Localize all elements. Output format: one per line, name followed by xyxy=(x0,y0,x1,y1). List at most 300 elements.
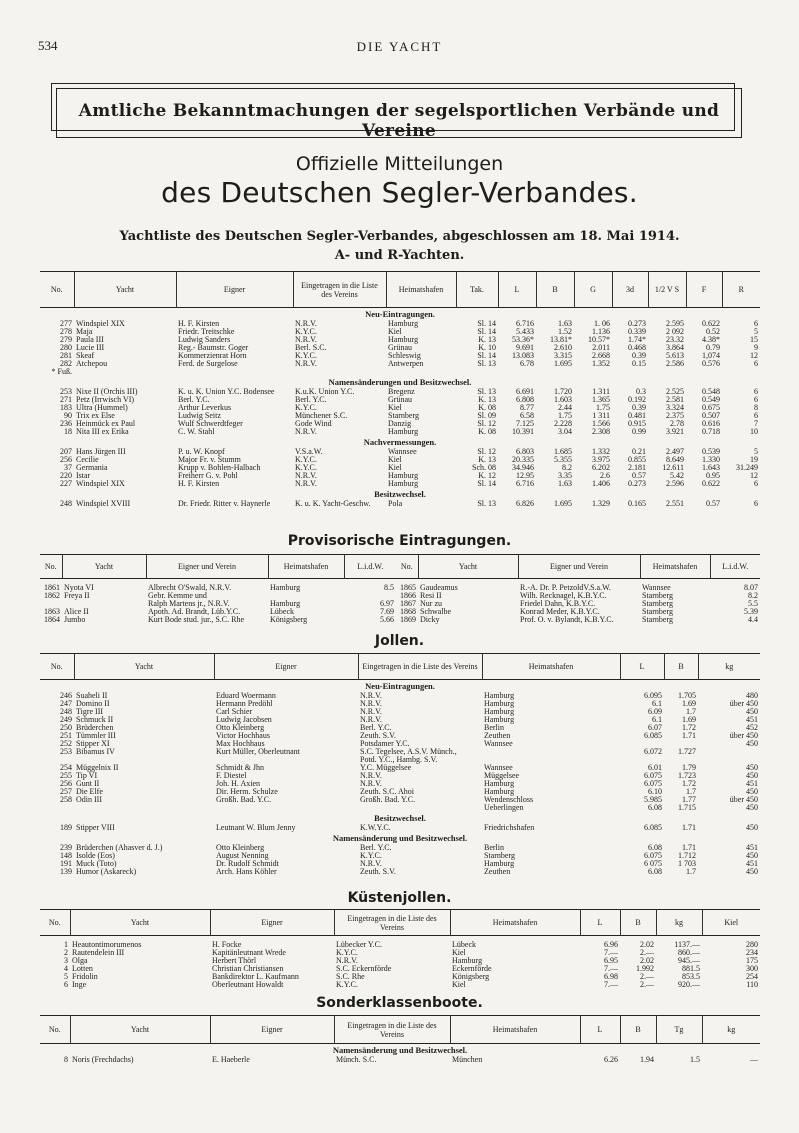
table-cell: 450 xyxy=(746,824,758,832)
table-cell: * Fuß. xyxy=(51,368,72,376)
table-cell: 6.26 xyxy=(604,1056,618,1064)
banner-box xyxy=(56,88,742,141)
table-cell: 1869 xyxy=(400,616,416,624)
table-cell: Wannsee xyxy=(642,584,671,592)
column-header: Heimatshafen xyxy=(450,1016,580,1044)
table-cell: 1863 xyxy=(44,608,60,616)
table-cell: 0.915 xyxy=(628,420,646,428)
kuestenjollen-title: Küstenjollen. xyxy=(347,890,452,906)
table-cell: 12.611 xyxy=(662,464,684,472)
table-cell: Maja xyxy=(76,328,93,336)
table-cell: 6.085 xyxy=(644,732,662,740)
table-row xyxy=(40,949,760,957)
table-cell: 6.96 xyxy=(604,941,618,949)
table-cell: 8 xyxy=(64,1056,68,1064)
table-cell: 5.355 xyxy=(554,456,572,464)
table-cell: 1.79 xyxy=(682,764,696,772)
table-cell: 1.643 xyxy=(702,464,720,472)
table-cell xyxy=(482,756,620,764)
table-cell: 6.075 xyxy=(644,780,662,788)
table-cell: Krupp v. Bohlen-Halbach xyxy=(178,464,261,472)
table-cell: Großh. Bad. Y.C. xyxy=(216,796,272,804)
table-cell: Ralph Martens jr., N.R.V. xyxy=(148,600,230,608)
table-row xyxy=(40,957,760,965)
table-cell: 18 xyxy=(64,428,72,436)
table-cell: 0.481 xyxy=(628,412,646,420)
table-cell: Tümmler III xyxy=(76,732,116,740)
table-cell: 0.192 xyxy=(628,396,646,404)
table-cell: 450 xyxy=(746,868,758,876)
table-row xyxy=(396,600,760,608)
table-cell xyxy=(698,748,760,756)
table-cell: 1862 xyxy=(44,592,60,600)
table-cell: Windspiel XIX xyxy=(76,320,125,328)
table-cell: 3.04 xyxy=(558,428,572,436)
table-cell: Starnberg xyxy=(388,412,419,420)
table-cell: 7.— xyxy=(604,949,618,957)
table-cell: 2.78 xyxy=(670,420,684,428)
table-cell: Berl. Y.C. xyxy=(360,844,392,852)
section-heading-row xyxy=(40,376,760,388)
table-cell: S.C. Tegelsee, A.S.V. Münch., xyxy=(360,748,457,756)
running-title: DIE YACHT xyxy=(356,39,443,54)
table-cell: 2.586 xyxy=(666,360,684,368)
table-cell: N.R.V. xyxy=(360,716,382,724)
table-cell xyxy=(686,368,722,376)
column-header: Eingetragen in die Liste des Vereins xyxy=(293,272,386,308)
table-row xyxy=(396,592,760,600)
table-cell: 853.5 xyxy=(682,973,700,981)
table-cell: K.u.K. Union Y.C. xyxy=(295,388,355,396)
table-cell: N.R.V. xyxy=(295,360,317,368)
table-cell: Hamburg xyxy=(484,700,515,708)
table-cell: 7.— xyxy=(604,981,618,989)
table-cell: K. 13 xyxy=(478,336,496,344)
section-heading: Neu-Eintragungen. xyxy=(365,309,435,319)
table-cell: Gebr. Kemme und xyxy=(148,592,207,600)
table-cell: Schwalbe xyxy=(420,608,452,616)
table-cell: N.R.V. xyxy=(360,772,382,780)
table-cell: N.R.V. xyxy=(336,957,358,965)
table-cell xyxy=(74,368,176,376)
table-cell: Kiel xyxy=(388,464,402,472)
table-cell: 1.71 xyxy=(682,732,696,740)
table-cell: 12 xyxy=(750,472,758,480)
table-cell: Ludwig Jacobsen xyxy=(216,716,272,724)
table-cell: H. F. Kirsten xyxy=(178,320,220,328)
table-cell: 6.1 xyxy=(652,700,662,708)
table-cell: 8.77 xyxy=(520,404,534,412)
table-cell: K.Y.C. xyxy=(336,981,358,989)
table-cell: Rautendelein III xyxy=(72,949,125,957)
column-header: kg xyxy=(698,654,760,680)
table-cell: Leutnant W. Blum Jenny xyxy=(216,824,296,832)
table-cell: Sl. 13 xyxy=(477,360,496,368)
table-row xyxy=(40,592,396,600)
table-cell: Windspiel XIX xyxy=(76,480,125,488)
table-cell: 2.308 xyxy=(592,428,610,436)
table-cell: 6.095 xyxy=(644,692,662,700)
table-cell: 6.07 xyxy=(648,724,662,732)
table-cell: Gaudeamus xyxy=(420,584,458,592)
table-cell: Sl. 13 xyxy=(477,500,496,508)
table-cell: 881.5 xyxy=(682,965,700,973)
table-cell: 3.35 xyxy=(558,472,572,480)
table-cell: Lübeck xyxy=(270,608,294,616)
table-cell: 281 xyxy=(60,352,72,360)
table-cell xyxy=(722,368,760,376)
table-cell: S.C. Eckernförde xyxy=(336,965,392,973)
table-cell: 1,074 xyxy=(702,352,720,360)
table-cell: 2.497 xyxy=(666,448,684,456)
table-cell: N.R.V. xyxy=(360,780,382,788)
table-cell: 6 xyxy=(754,360,758,368)
ar-table-head xyxy=(40,272,760,308)
table-cell: 0.468 xyxy=(628,344,646,352)
column-header: Eigner xyxy=(210,1016,334,1044)
table-cell: 1.329 xyxy=(592,500,610,508)
section-heading-row xyxy=(40,488,760,500)
provisorische-left-table xyxy=(40,554,396,624)
table-cell: Stipper XI xyxy=(76,740,110,748)
table-cell: Albrecht O'Swald, N.R.V. xyxy=(148,584,232,592)
table-cell xyxy=(344,592,396,600)
table-row xyxy=(40,500,760,508)
column-header: R xyxy=(722,272,760,308)
table-row xyxy=(40,412,760,420)
table-cell: 2.181 xyxy=(628,464,646,472)
table-cell: Hamburg xyxy=(388,320,419,328)
table-cell: 31.249 xyxy=(736,464,758,472)
table-cell: Hamburg xyxy=(388,428,419,436)
table-cell xyxy=(574,368,612,376)
table-cell: Sl. 12 xyxy=(477,448,496,456)
column-header: Yacht xyxy=(62,555,146,579)
ar-yachten-heading: A- und R-Yachten. xyxy=(334,248,465,263)
table-cell xyxy=(214,804,358,812)
column-header: No. xyxy=(50,662,63,671)
table-cell: Konrad Meder, K.B.Y.C. xyxy=(520,608,600,616)
table-cell: 0.15 xyxy=(632,360,646,368)
column-header: L.i.d.W. xyxy=(710,555,760,579)
table-cell: 6.08 xyxy=(648,844,662,852)
column-header: B xyxy=(620,910,656,936)
table-cell: Friedrichshafen xyxy=(484,824,535,832)
table-cell: 6.08 xyxy=(648,804,662,812)
table-cell xyxy=(74,756,214,764)
table-cell: 300 xyxy=(746,965,758,973)
table-cell xyxy=(698,756,760,764)
table-cell xyxy=(620,756,664,764)
table-cell: S.C. Rhe xyxy=(336,973,365,981)
table-cell: Arthur Leverkus xyxy=(178,404,232,412)
column-header: Heimatshafen xyxy=(450,910,580,936)
table-cell: 258 xyxy=(60,796,72,804)
table-row xyxy=(40,616,396,624)
table-cell: Berl. Y.C. xyxy=(360,724,392,732)
column-header: kg xyxy=(656,910,702,936)
table-cell: 0.339 xyxy=(628,328,646,336)
table-cell: 451 xyxy=(746,780,758,788)
table-cell: Hamburg xyxy=(270,584,301,592)
table-row xyxy=(40,740,760,748)
table-cell: Y.C. Müggelsee xyxy=(360,764,412,772)
table-cell: Suaheli II xyxy=(76,692,108,700)
table-cell: 3.324 xyxy=(666,404,684,412)
table-cell: Muck (Toto) xyxy=(76,860,117,868)
table-cell: N.R.V. xyxy=(360,692,382,700)
section-heading: Namensänderung und Besitzwechsel. xyxy=(332,833,468,843)
table-cell: 1.72 xyxy=(682,724,696,732)
table-cell: 90 xyxy=(64,412,72,420)
table-cell: Kommerzienrat Horn xyxy=(178,352,247,360)
table-cell: 15 xyxy=(750,336,758,344)
table-cell: Zeuthen xyxy=(484,732,511,740)
table-cell: Olga xyxy=(72,957,88,965)
table-cell: 5.613 xyxy=(666,352,684,360)
table-cell: 2 092 xyxy=(666,328,684,336)
table-cell: 13.083 xyxy=(512,352,534,360)
column-header: Eigner xyxy=(210,910,334,936)
table-cell: 0.273 xyxy=(628,320,646,328)
table-cell: 1.311 xyxy=(592,388,610,396)
table-cell: 920.— xyxy=(678,981,700,989)
table-cell: 6.10 xyxy=(648,788,662,796)
table-cell: Bregenz xyxy=(388,388,415,396)
table-cell: 10.57* xyxy=(588,336,610,344)
table-cell: K.Y.C. xyxy=(360,852,382,860)
table-cell: 0.165 xyxy=(628,500,646,508)
table-cell: 860.— xyxy=(678,949,700,957)
table-cell: N.R.V. xyxy=(295,320,317,328)
table-row xyxy=(40,320,760,328)
yachtliste-heading: Yachtliste des Deutschen Segler-Verbandes, abgeschlossen am 18. Mai 1914. xyxy=(119,229,680,244)
table-cell: 250 xyxy=(60,724,72,732)
table-row xyxy=(40,352,760,360)
table-cell: 0.95 xyxy=(706,472,720,480)
table-cell: Kiel xyxy=(388,404,402,412)
ar-yachten-table xyxy=(40,271,760,508)
table-cell: 1865 xyxy=(400,584,416,592)
table-cell: Atchepou xyxy=(76,360,108,368)
table-cell: 0.855 xyxy=(628,456,646,464)
table-cell: 7.125 xyxy=(516,420,534,428)
table-cell: 6 xyxy=(754,500,758,508)
column-header: Eigner und Verein xyxy=(518,555,640,579)
table-cell: Potsdamer Y.C. xyxy=(360,740,410,748)
column-header: No. xyxy=(50,285,63,294)
table-cell: Kurt Bode stud. jur., S.C. Rhe xyxy=(148,616,245,624)
column-header: Tak. xyxy=(456,272,498,308)
table-cell: 1.685 xyxy=(554,448,572,456)
table-cell: Wulf Schwerdtfeger xyxy=(178,420,243,428)
table-cell: 249 xyxy=(60,716,72,724)
table-row xyxy=(40,608,396,616)
table-cell: Sl. 09 xyxy=(477,412,496,420)
subtitle-1: Offizielle Mitteilungen xyxy=(295,153,504,175)
table-cell: P. u. W. Knopf xyxy=(178,448,225,456)
table-row xyxy=(40,420,760,428)
table-cell: 3.864 xyxy=(666,344,684,352)
table-cell: Zeuth. S.V. xyxy=(360,868,396,876)
section-heading: Besitzwechsel. xyxy=(374,489,426,499)
table-cell: 256 xyxy=(60,780,72,788)
table-cell: E. Haeberle xyxy=(212,1056,250,1064)
table-cell: 1866 xyxy=(400,592,416,600)
table-cell: Christian Christiansen xyxy=(212,965,284,973)
table-cell: 252 xyxy=(60,740,72,748)
section-heading-row xyxy=(40,812,760,824)
table-row xyxy=(40,756,760,764)
table-cell: Hamburg xyxy=(388,336,419,344)
table-cell: Kiel xyxy=(452,981,466,989)
table-cell: 1.71 xyxy=(682,844,696,852)
table-cell: Jumbo xyxy=(64,616,86,624)
table-cell: 3 xyxy=(64,957,68,965)
table-cell: 0.57 xyxy=(706,500,720,508)
table-cell: 1.406 xyxy=(592,480,610,488)
table-cell: Lucie III xyxy=(76,344,105,352)
table-cell: 2.375 xyxy=(666,412,684,420)
table-cell: 0.21 xyxy=(632,448,646,456)
page-number: 534 xyxy=(38,38,58,53)
table-cell: Dr. Rudolf Schmidt xyxy=(216,860,279,868)
column-header: 3d xyxy=(612,272,648,308)
table-cell: 1.715 xyxy=(678,804,696,812)
table-cell: K. 10 xyxy=(478,344,496,352)
table-cell: Heinmück ex Paul xyxy=(76,420,136,428)
table-row xyxy=(40,788,760,796)
table-cell: 6.98 xyxy=(604,973,618,981)
table-cell: Bibamus IV xyxy=(76,748,115,756)
table-cell: Otto Kleinberg xyxy=(216,724,265,732)
table-row xyxy=(40,368,760,376)
table-cell: 0.549 xyxy=(702,396,720,404)
table-cell: 2.— xyxy=(640,973,654,981)
table-cell: Berlin xyxy=(484,724,504,732)
table-cell: 110 xyxy=(746,981,758,989)
table-cell: Skeaf xyxy=(76,352,95,360)
table-cell: 452 xyxy=(746,724,758,732)
table-cell: 0.39 xyxy=(632,352,646,360)
column-header: Yacht xyxy=(70,1016,210,1044)
table-cell: 1.136 xyxy=(592,328,610,336)
table-cell: 13.81* xyxy=(550,336,572,344)
table-cell xyxy=(214,756,358,764)
table-cell: 6.075 xyxy=(644,852,662,860)
table-cell: Zeuthen xyxy=(484,868,511,876)
table-cell: 239 xyxy=(60,844,72,852)
table-cell: 6.085 xyxy=(644,824,662,832)
sonderklassenboote-title: Sonderklassenboote. xyxy=(316,995,483,1011)
table-cell: Ueberlingen xyxy=(484,804,524,812)
table-cell: N.R.V. xyxy=(360,700,382,708)
table-row xyxy=(40,584,396,592)
table-cell: 2.668 xyxy=(592,352,610,360)
table-row xyxy=(40,692,760,700)
table-cell: 6.97 xyxy=(380,600,394,608)
table-row xyxy=(40,764,760,772)
table-cell xyxy=(482,748,620,756)
table-cell xyxy=(498,368,536,376)
table-cell: Sl. 14 xyxy=(477,328,496,336)
table-cell: Berlin xyxy=(484,844,504,852)
table-cell: Hans Jürgen III xyxy=(76,448,126,456)
table-cell: 0.622 xyxy=(702,320,720,328)
table-cell: Sl. 14 xyxy=(477,320,496,328)
table-cell xyxy=(620,740,664,748)
table-cell: Odin III xyxy=(76,796,102,804)
table-cell: 2.02 xyxy=(640,957,654,965)
table-cell: 1.63 xyxy=(558,480,572,488)
table-cell: 8.649 xyxy=(666,456,684,464)
table-cell: 1.352 xyxy=(592,360,610,368)
table-cell: 2.228 xyxy=(554,420,572,428)
table-cell xyxy=(536,368,574,376)
table-cell: 6 xyxy=(754,388,758,396)
table-cell: 1.723 xyxy=(678,772,696,780)
table-cell: 253 xyxy=(60,748,72,756)
table-cell: München xyxy=(452,1056,483,1064)
table-cell: Nixe II (Orchis III) xyxy=(76,388,138,396)
table-cell: Wendenschloss xyxy=(484,796,534,804)
table-cell: Germania xyxy=(76,464,108,472)
table-cell xyxy=(358,804,482,812)
table-cell: 0.99 xyxy=(632,428,646,436)
table-cell: 6.075 xyxy=(644,772,662,780)
table-cell: 6.95 xyxy=(604,957,618,965)
table-cell: über 450 xyxy=(729,796,758,804)
table-cell: Gunt II xyxy=(76,780,100,788)
table-cell: Kiel xyxy=(388,456,402,464)
table-row xyxy=(40,472,760,480)
table-cell: 1.695 xyxy=(554,500,572,508)
table-cell: 1 311 xyxy=(592,412,610,420)
table-cell: 6.1 xyxy=(652,716,662,724)
table-cell: 1. 06 xyxy=(594,320,610,328)
table-cell: Hermann Predöhl xyxy=(216,700,273,708)
table-cell: 8 xyxy=(754,404,758,412)
table-cell: 254 xyxy=(746,973,758,981)
table-cell: 450 xyxy=(746,764,758,772)
table-cell: Hamburg xyxy=(270,600,301,608)
table-cell xyxy=(268,592,344,600)
table-cell: 7 xyxy=(754,420,758,428)
table-cell: 450 xyxy=(746,852,758,860)
table-cell: Friedel Dahn, K.B.Y.C. xyxy=(520,600,596,608)
table-cell: 1867 xyxy=(400,600,416,608)
table-cell: 2.610 xyxy=(554,344,572,352)
table-cell: Dicky xyxy=(420,616,440,624)
column-header: G xyxy=(574,272,612,308)
table-cell: Zeuth. S.V. xyxy=(360,732,396,740)
table-cell: August Nenning xyxy=(216,852,269,860)
table-cell: Prof. O. v. Bylandt, K.B.Y.C. xyxy=(520,616,614,624)
table-cell: 1868 xyxy=(400,608,416,616)
column-header: Yacht xyxy=(74,654,214,680)
table-cell xyxy=(40,600,62,608)
table-cell: K. u. K. Yacht-Geschw. xyxy=(295,500,371,508)
table-cell: 1.5 xyxy=(690,1056,700,1064)
table-cell: 1.7 xyxy=(686,788,696,796)
table-cell: 1.77 xyxy=(682,796,696,804)
table-cell: 227 xyxy=(60,480,72,488)
table-row xyxy=(40,965,760,973)
table-cell: 5.5 xyxy=(748,600,758,608)
table-cell: Schmuck II xyxy=(76,716,114,724)
table-row xyxy=(40,700,760,708)
table-cell: Kiel xyxy=(452,949,466,957)
